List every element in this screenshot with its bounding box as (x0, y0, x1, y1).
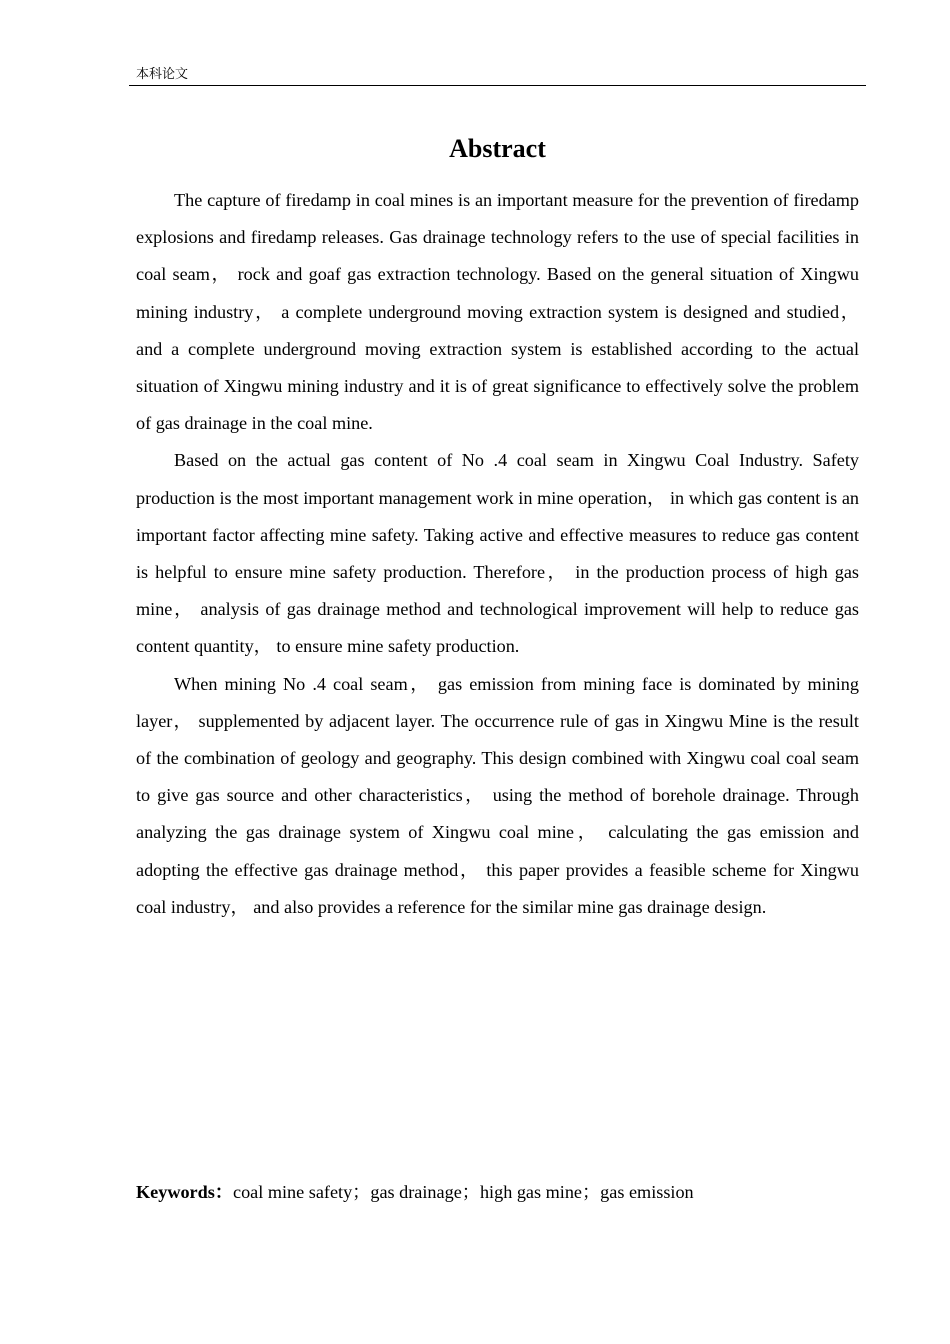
abstract-paragraph-2: Based on the actual gas content of No .4 coal seam in Xingwu Coal Industry. Safety production is the most important management work in mine operation， in which gas content is an important factor affecting mine safety. Taking active and effective measures to reduce gas content is helpful to ensure mine safety production. Therefore， in the production process of high gas mine， analysis of gas drainage method and technological improvement will help to reduce gas content quantity， to ensure mine safety production. (136, 450, 859, 657)
keywords-line (136, 1178, 859, 1206)
header-rule (129, 85, 866, 86)
abstract-paragraph-3: When mining No .4 coal seam， gas emission from mining face is dominated by mining layer， supplemented by adjacent layer. The occurrence rule of gas in Xingwu Mine is the result of the combination of geology and geography. This design combined with Xingwu coal coal seam to give gas source and other characteristics， using the method of borehole drainage. Through analyzing the gas drainage system of Xingwu coal mine， calculating the gas emission and adopting the effective gas drainage method， this paper provides a feasible scheme for Xingwu coal industry， and also provides a reference for the similar mine gas drainage design. (136, 673, 859, 917)
keywords-label: Keywords： (136, 1182, 233, 1202)
abstract-body (136, 182, 859, 926)
abstract-title: Abstract (449, 134, 546, 163)
running-header: 本科论文 (136, 67, 189, 82)
abstract-paragraph-1: The capture of firedamp in coal mines is an important measure for the prevention of firedamp explosions and firedamp releases. Gas drainage technology refers to the use of special facilities in coal seam， rock and goaf gas extraction technology. Based on the general situation of Xingwu mining industry， a complete underground moving extraction system is designed and studied， and a complete underground moving extraction system is established according to the actual situation of Xingwu mining industry and it is of great significance to effectively solve the problem of gas drainage in the coal mine. (136, 190, 859, 434)
keywords-text: coal mine safety；gas drainage；high gas mine；gas emission (233, 1182, 694, 1202)
